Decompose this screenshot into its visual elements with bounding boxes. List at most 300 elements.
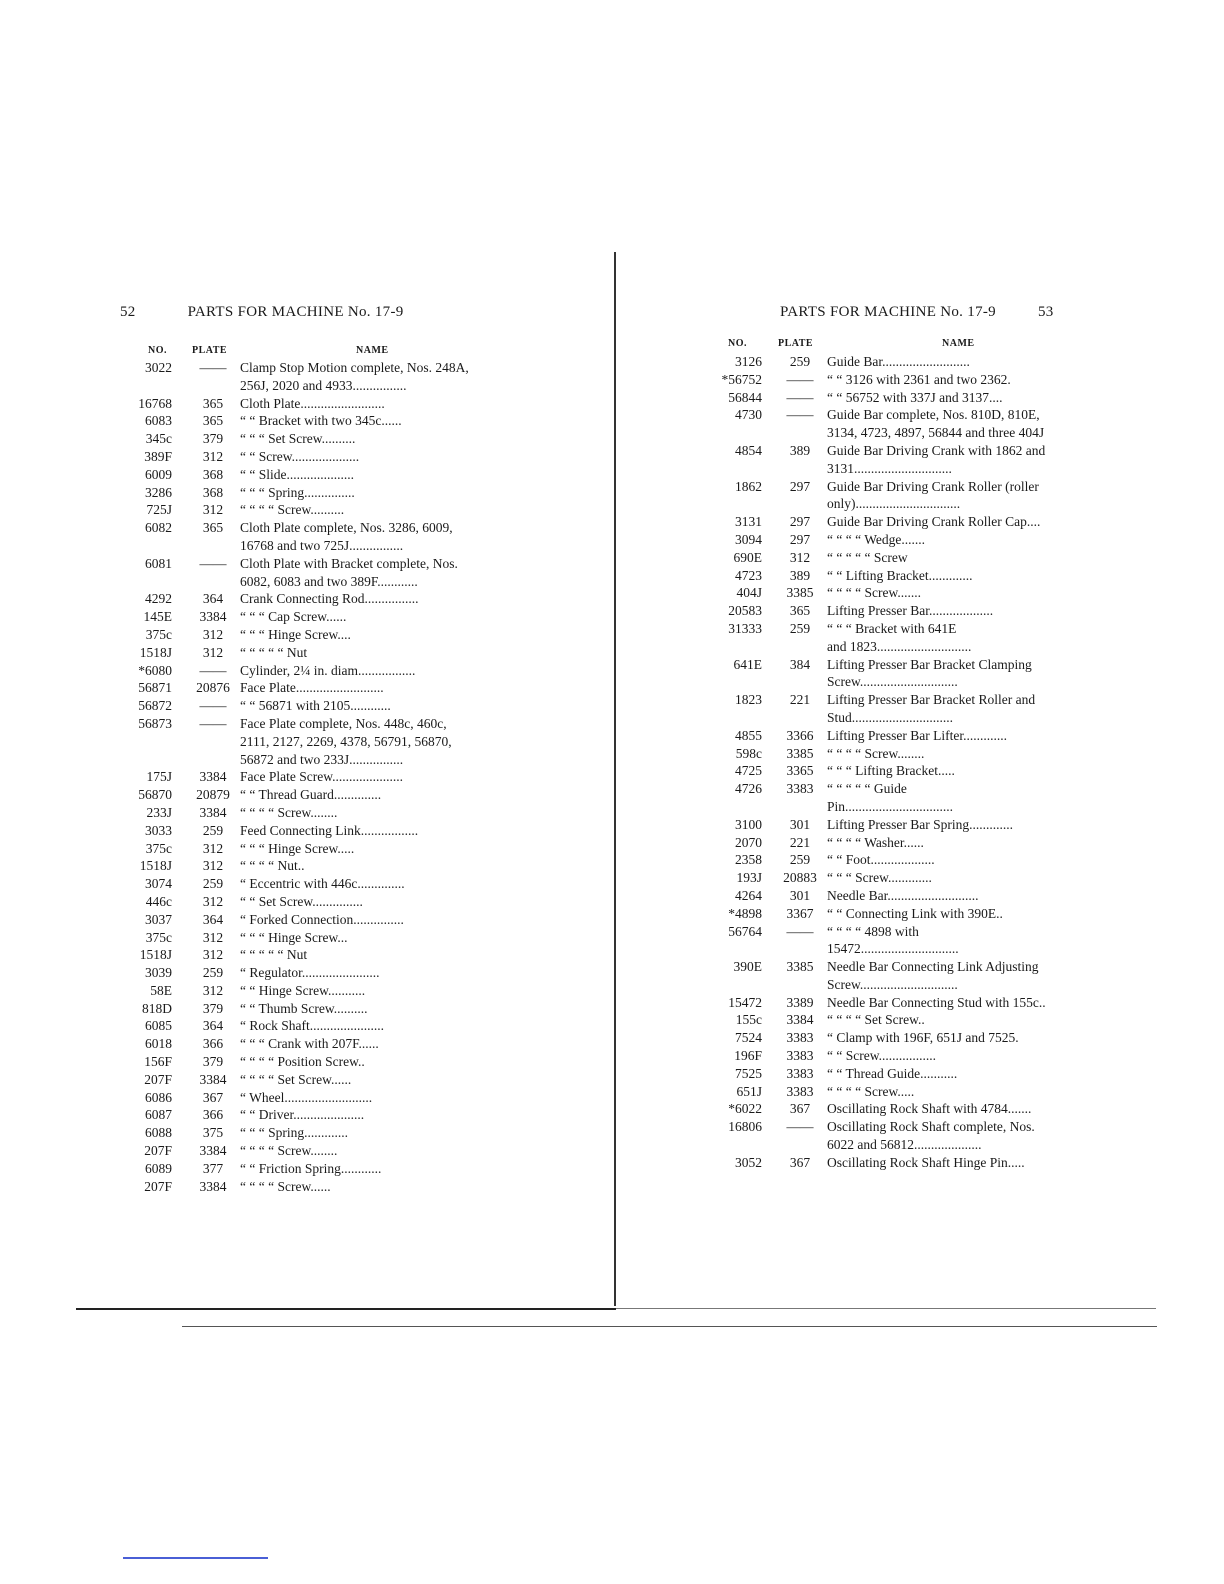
- table-row: [120, 786, 520, 804]
- part-number: 6018: [145, 1036, 172, 1052]
- part-name: Cloth Plate with Bracket complete, Nos. 6082, 6083 and two 389F............: [240, 555, 458, 589]
- table-row: [720, 780, 1116, 816]
- part-number: 207F: [144, 1178, 172, 1194]
- part-name: “ “ “ “ Screw........: [240, 804, 338, 820]
- plate-number: 297: [789, 478, 811, 494]
- part-name: Cloth Plate.........................: [240, 395, 385, 411]
- table-row: [120, 644, 520, 662]
- plate-number: 259: [789, 354, 811, 369]
- table-row: [720, 816, 1116, 834]
- table-row: [720, 1083, 1116, 1101]
- part-name: Guide Bar Driving Crank Roller Cap....: [827, 514, 1041, 530]
- table-row: [120, 840, 520, 858]
- table-row: [720, 923, 1116, 959]
- plate-number: 301: [789, 887, 811, 903]
- part-number: 155c: [735, 1012, 762, 1028]
- table-row: [120, 608, 520, 626]
- part-number: *6022: [728, 1101, 762, 1117]
- page-header-title: PARTS FOR MACHINE No. 17-9: [780, 304, 996, 320]
- part-number: 3286: [145, 484, 172, 500]
- table-row: [120, 1178, 520, 1196]
- part-number: 7524: [735, 1030, 762, 1046]
- plate-number: 20876: [196, 680, 230, 696]
- plate-number: 312: [789, 549, 811, 565]
- table-row: [720, 691, 1116, 727]
- part-number: 2358: [735, 852, 762, 868]
- page-header-title: PARTS FOR MACHINE No. 17-9: [187, 304, 404, 320]
- plate-number: ——: [786, 389, 814, 405]
- running-head: [120, 304, 404, 321]
- bottom-rule: [76, 1308, 616, 1310]
- part-name: Lifting Presser Bar Bracket Roller and Stud..............................: [827, 692, 1036, 725]
- part-number: 1823: [735, 692, 762, 708]
- part-number: 58E: [150, 982, 172, 998]
- plate-number: 368: [202, 466, 224, 482]
- part-name: “ “ Connecting Link with 390E..: [827, 905, 1003, 921]
- part-number: 598c: [735, 745, 762, 761]
- plate-number: 3366: [786, 727, 814, 743]
- part-number: 156F: [144, 1054, 172, 1070]
- part-name: “ “ “ “ Set Screw..: [827, 1012, 925, 1028]
- table-row: [120, 893, 520, 911]
- table-row: [720, 478, 1116, 514]
- page-number: 53: [1037, 304, 1054, 320]
- part-number: 4726: [735, 781, 762, 797]
- part-name: “ “ “ Bracket with 641E and 1823............................: [827, 620, 972, 654]
- part-number: 3037: [145, 911, 172, 927]
- part-number: 725J: [146, 502, 172, 518]
- table-row: [120, 466, 520, 484]
- plate-number: 312: [202, 502, 224, 518]
- part-name: “ Wheel..........................: [240, 1089, 373, 1105]
- plate-number: 20883: [783, 870, 817, 886]
- plate-number: 221: [789, 834, 811, 850]
- plate-number: 367: [789, 1101, 811, 1117]
- plate-number: 3384: [199, 1178, 227, 1194]
- part-name: Guide Bar Driving Crank with 1862 and 3131.............................: [827, 442, 1046, 476]
- table-row: [720, 389, 1116, 407]
- plate-number: 312: [202, 893, 224, 909]
- plate-number: 365: [202, 395, 224, 411]
- part-number: 3074: [145, 876, 172, 892]
- part-name: Guide Bar..........................: [827, 354, 970, 369]
- part-name: Needle Bar Connecting Stud with 155c..: [827, 994, 1046, 1010]
- part-name: “ “ Set Screw...............: [240, 893, 363, 909]
- table-row: [120, 1106, 520, 1124]
- part-name: Clamp Stop Motion complete, Nos. 248A, 256J, 2020 and 4933................: [240, 360, 469, 393]
- part-name: “ “ “ “ “ Screw: [827, 549, 908, 565]
- table-row: [720, 958, 1116, 994]
- table-row: [720, 834, 1116, 852]
- plate-number: 3383: [786, 781, 814, 797]
- plate-number: 364: [202, 1018, 224, 1034]
- part-number: 4725: [735, 763, 762, 779]
- table-row: [120, 822, 520, 840]
- table-row: [120, 484, 520, 502]
- plate-number: ——: [786, 371, 814, 387]
- part-number: *6080: [138, 662, 172, 678]
- table-row: [120, 857, 520, 875]
- part-name: “ “ Bracket with two 345c......: [240, 413, 402, 429]
- table-row: [120, 555, 520, 591]
- page-gutter: [614, 252, 616, 1306]
- part-number: 6082: [145, 520, 172, 536]
- part-name: “ “ Friction Spring............: [240, 1160, 382, 1176]
- table-row: [120, 929, 520, 947]
- part-name: Cylinder, 2¼ in. diam.................: [240, 662, 416, 678]
- part-name: “ “ “ Spring...............: [240, 484, 355, 500]
- plate-number: 366: [202, 1036, 224, 1052]
- plate-number: ——: [199, 698, 227, 714]
- table-row: [120, 1160, 520, 1178]
- part-name: “ “ “ “ “ Guide Pin................................: [827, 781, 954, 814]
- part-name: Crank Connecting Rod................: [240, 591, 419, 607]
- table-row: [720, 762, 1116, 780]
- part-name: “ “ Slide....................: [240, 466, 354, 482]
- part-number: 3052: [735, 1154, 762, 1170]
- part-name: Guide Bar Driving Crank Roller (roller only)...............................: [827, 478, 1039, 512]
- table-row: [720, 1100, 1116, 1118]
- plate-number: 3389: [786, 994, 814, 1010]
- part-name: “ “ 56752 with 337J and 3137....: [827, 389, 1003, 405]
- part-number: 56764: [728, 923, 762, 939]
- part-number: 390E: [733, 959, 762, 975]
- part-number: 1518J: [139, 644, 172, 660]
- part-number: 345c: [145, 431, 172, 447]
- part-number: 4855: [735, 727, 762, 743]
- part-name: “ “ “ “ “ Nut: [240, 947, 308, 963]
- plate-number: 312: [202, 929, 224, 945]
- part-name: “ “ “ “ Nut..: [240, 858, 305, 874]
- part-number: 651J: [736, 1083, 762, 1099]
- plate-number: 3384: [786, 1012, 814, 1028]
- part-number: 6085: [145, 1018, 172, 1034]
- plate-number: 301: [789, 816, 811, 832]
- part-name: Lifting Presser Bar Spring.............: [827, 816, 1013, 832]
- part-name: Feed Connecting Link.................: [240, 822, 419, 838]
- part-number: 1862: [735, 478, 762, 494]
- table-row: [720, 513, 1116, 531]
- part-name: Face Plate..........................: [240, 680, 384, 696]
- part-number: 6081: [145, 555, 172, 571]
- part-name: Needle Bar Connecting Link Adjusting Screw.............................: [827, 959, 1039, 992]
- plate-number: 3385: [786, 585, 814, 601]
- plate-number: ——: [786, 1119, 814, 1135]
- plate-number: 312: [202, 626, 224, 642]
- part-number: 446c: [145, 893, 172, 909]
- plate-number: 3367: [786, 905, 814, 921]
- plate-number: ——: [199, 555, 227, 571]
- column-header-no: NO.: [148, 345, 167, 356]
- page-number: 52: [120, 304, 136, 320]
- table-row: [120, 697, 520, 715]
- part-number: 6009: [145, 466, 172, 482]
- part-number: 3039: [145, 965, 172, 981]
- table-row: [720, 442, 1116, 478]
- part-name: “ “ Thumb Screw..........: [240, 1000, 368, 1016]
- plate-number: 3383: [786, 1048, 814, 1064]
- table-row: [720, 851, 1116, 869]
- column-header-plate: PLATE: [778, 338, 814, 349]
- table-row: [720, 869, 1116, 887]
- part-name: “ “ 3126 with 2361 and two 2362.: [827, 371, 1011, 387]
- part-number: 6087: [145, 1107, 172, 1123]
- plate-number: 365: [789, 603, 811, 619]
- plate-number: 3384: [199, 1143, 227, 1159]
- plate-number: 3385: [786, 959, 814, 975]
- part-name: “ “ Screw.................: [827, 1048, 936, 1064]
- part-number: *56752: [721, 371, 762, 387]
- table-row: [720, 549, 1116, 567]
- table-row: [120, 662, 520, 680]
- part-number: 3022: [145, 360, 172, 375]
- table-row: [120, 1035, 520, 1053]
- table-row: [120, 1017, 520, 1035]
- table-row: [120, 679, 520, 697]
- part-number: 4292: [145, 591, 172, 607]
- plate-number: 367: [202, 1089, 224, 1105]
- part-number: 4730: [735, 407, 762, 423]
- table-row: [720, 905, 1116, 923]
- part-name: Lifting Presser Bar Lifter.............: [827, 727, 1007, 743]
- part-name: “ “ “ “ Wedge.......: [827, 531, 925, 547]
- part-number: 690E: [733, 549, 762, 565]
- table-row: [120, 1000, 520, 1018]
- part-name: “ Regulator.......................: [240, 965, 380, 981]
- plate-number: 379: [202, 431, 224, 447]
- part-name: Face Plate complete, Nos. 448c, 460c, 2111, 2127, 2269, 4378, 56791, 56870, 56872 and two 233J................: [240, 715, 452, 767]
- part-number: 7525: [735, 1065, 762, 1081]
- part-name: “ “ “ “ Screw.......: [827, 585, 921, 601]
- part-name: Oscillating Rock Shaft with 4784.......: [827, 1101, 1032, 1117]
- table-row: [720, 1154, 1116, 1172]
- table-row: [120, 519, 520, 555]
- table-row: [720, 1011, 1116, 1029]
- table-row: [120, 946, 520, 964]
- part-name: “ “ Foot...................: [827, 852, 935, 868]
- plate-number: 3384: [199, 769, 227, 785]
- part-number: 56873: [138, 715, 172, 731]
- part-name: Lifting Presser Bar...................: [827, 603, 994, 619]
- plate-number: 3365: [786, 763, 814, 779]
- column-header-name: NAME: [356, 345, 389, 356]
- plate-number: 375: [202, 1125, 224, 1141]
- part-name: “ “ “ “ 4898 with 15472.............................: [827, 923, 959, 957]
- table-row: [120, 1071, 520, 1089]
- part-number: 3094: [735, 531, 762, 547]
- table-row: [720, 531, 1116, 549]
- part-name: “ “ “ “ Screw......: [240, 1178, 331, 1194]
- plate-number: 259: [202, 965, 224, 981]
- part-number: 3033: [145, 822, 172, 838]
- part-number: 404J: [736, 585, 762, 601]
- plate-number: 3384: [199, 609, 227, 625]
- part-name: “ “ “ “ Screw........: [827, 745, 925, 761]
- table-row: [120, 1089, 520, 1107]
- plate-number: ——: [786, 923, 814, 939]
- plate-number: 367: [789, 1154, 811, 1170]
- part-name: “ “ “ “ Screw........: [240, 1143, 338, 1159]
- part-number: 641E: [733, 656, 762, 672]
- table-row: [120, 768, 520, 786]
- table-row: [720, 887, 1116, 905]
- part-name: “ “ “ Hinge Screw...: [240, 929, 348, 945]
- parts-list: [120, 359, 520, 1195]
- plate-number: 365: [202, 413, 224, 429]
- column-header-name: NAME: [942, 338, 975, 349]
- part-number: 375c: [145, 626, 172, 642]
- part-number: *4898: [728, 905, 762, 921]
- table-row: [720, 584, 1116, 602]
- running-head: [780, 304, 1054, 321]
- plate-number: 312: [202, 644, 224, 660]
- plate-number: ——: [199, 715, 227, 731]
- part-name: “ “ “ “ Set Screw......: [240, 1071, 352, 1087]
- table-row: [120, 804, 520, 822]
- table-row: [120, 501, 520, 519]
- plate-number: 364: [202, 591, 224, 607]
- part-number: 20583: [728, 603, 762, 619]
- table-row: [720, 353, 1116, 371]
- part-number: 6089: [145, 1160, 172, 1176]
- part-number: 389F: [144, 448, 172, 464]
- table-row: [120, 395, 520, 413]
- table-row: [120, 412, 520, 430]
- column-header-plate: PLATE: [192, 345, 228, 356]
- part-number: 233J: [146, 804, 172, 820]
- table-row: [120, 1142, 520, 1160]
- table-row: [720, 1118, 1116, 1154]
- part-name: Oscillating Rock Shaft complete, Nos. 6022 and 56812....................: [827, 1119, 1035, 1153]
- part-name: “ “ Lifting Bracket.............: [827, 567, 973, 583]
- part-name: Face Plate Screw.....................: [240, 769, 403, 785]
- plate-number: 3383: [786, 1065, 814, 1081]
- table-row: [120, 359, 520, 395]
- part-name: Cloth Plate complete, Nos. 3286, 6009, 16768 and two 725J................: [240, 520, 453, 553]
- plate-number: ——: [199, 662, 227, 678]
- plate-number: 389: [789, 567, 811, 583]
- plate-number: 3385: [786, 745, 814, 761]
- part-name: “ “ “ “ Position Screw..: [240, 1054, 365, 1070]
- plate-number: 368: [202, 484, 224, 500]
- part-name: “ Rock Shaft......................: [240, 1018, 384, 1034]
- table-row: [120, 964, 520, 982]
- part-number: 207F: [144, 1143, 172, 1159]
- part-name: “ “ Thread Guard..............: [240, 787, 382, 803]
- part-name: “ “ “ Spring.............: [240, 1125, 348, 1141]
- part-name: “ “ “ Cap Screw......: [240, 609, 347, 625]
- part-name: “ “ “ “ “ Nut: [240, 644, 308, 660]
- plate-number: 364: [202, 911, 224, 927]
- part-number: 207F: [144, 1071, 172, 1087]
- plate-number: ——: [786, 407, 814, 423]
- plate-number: 379: [202, 1054, 224, 1070]
- plate-number: 3383: [786, 1083, 814, 1099]
- part-name: “ “ “ Hinge Screw.....: [240, 840, 355, 856]
- plate-number: 377: [202, 1160, 224, 1176]
- table-row: [720, 1029, 1116, 1047]
- part-number: 145E: [143, 609, 172, 625]
- plate-number: 297: [789, 531, 811, 547]
- part-name: “ “ Screw....................: [240, 448, 360, 464]
- part-name: “ “ Hinge Screw...........: [240, 982, 366, 998]
- parts-list: [720, 353, 1116, 1172]
- table-row: [720, 602, 1116, 620]
- table-row: [120, 626, 520, 644]
- plate-number: 312: [202, 947, 224, 963]
- part-number: 375c: [145, 929, 172, 945]
- part-name: “ Clamp with 196F, 651J and 7525.: [827, 1030, 1019, 1046]
- table-row: [120, 430, 520, 448]
- part-number: 6088: [145, 1125, 172, 1141]
- part-number: 1518J: [139, 858, 172, 874]
- table-row: [120, 982, 520, 1000]
- part-name: Lifting Presser Bar Bracket Clamping Screw.............................: [827, 656, 1032, 690]
- plate-number: 3384: [199, 1071, 227, 1087]
- part-number: 6086: [145, 1089, 172, 1105]
- table-row: [720, 745, 1116, 763]
- part-name: “ “ “ Lifting Bracket.....: [827, 763, 955, 779]
- part-name: “ “ 56871 with 2105............: [240, 698, 391, 714]
- plate-number: 297: [789, 514, 811, 530]
- table-row: [720, 994, 1116, 1012]
- plate-number: 379: [202, 1000, 224, 1016]
- plate-number: 259: [202, 876, 224, 892]
- part-number: 4723: [735, 567, 762, 583]
- part-name: “ “ “ Crank with 207F......: [240, 1036, 379, 1052]
- table-row: [720, 727, 1116, 745]
- table-row: [720, 371, 1116, 389]
- part-number: 56844: [728, 389, 762, 405]
- part-number: 175J: [146, 769, 172, 785]
- plate-number: 389: [789, 442, 811, 458]
- part-number: 56870: [138, 787, 172, 803]
- part-number: 193J: [736, 870, 762, 886]
- plate-number: 221: [789, 692, 811, 708]
- table-row: [720, 620, 1116, 656]
- part-name: Guide Bar complete, Nos. 810D, 810E, 3134, 4723, 4897, 56844 and three 404J: [827, 407, 1045, 441]
- plate-number: 259: [789, 620, 811, 636]
- plate-number: 312: [202, 840, 224, 856]
- part-name: “ “ “ Set Screw..........: [240, 431, 356, 447]
- scan-mark: [123, 1557, 268, 1559]
- plate-number: 384: [789, 656, 811, 672]
- column-header-no: NO.: [728, 338, 747, 349]
- part-number: 375c: [145, 840, 172, 856]
- part-number: 16806: [728, 1119, 762, 1135]
- part-number: 4264: [735, 887, 762, 903]
- part-name: “ “ “ “ Screw..........: [240, 502, 345, 518]
- part-name: “ “ Thread Guide...........: [827, 1065, 958, 1081]
- table-row: [720, 1065, 1116, 1083]
- table-row: [720, 567, 1116, 585]
- part-name: Oscillating Rock Shaft Hinge Pin.....: [827, 1154, 1025, 1170]
- plate-number: 312: [202, 982, 224, 998]
- part-name: “ Eccentric with 446c..............: [240, 876, 405, 892]
- part-number: 818D: [142, 1000, 172, 1016]
- plate-number: 3383: [786, 1030, 814, 1046]
- part-name: “ “ “ Screw.............: [827, 870, 932, 886]
- part-name: “ “ “ “ Screw.....: [827, 1083, 915, 1099]
- part-name: “ “ “ Hinge Screw....: [240, 626, 351, 642]
- part-number: 3100: [735, 816, 762, 832]
- table-row: [120, 875, 520, 893]
- table-row: [120, 590, 520, 608]
- part-number: 56872: [138, 698, 172, 714]
- part-number: 2070: [735, 834, 762, 850]
- part-number: 56871: [138, 680, 172, 696]
- part-number: 31333: [728, 620, 762, 636]
